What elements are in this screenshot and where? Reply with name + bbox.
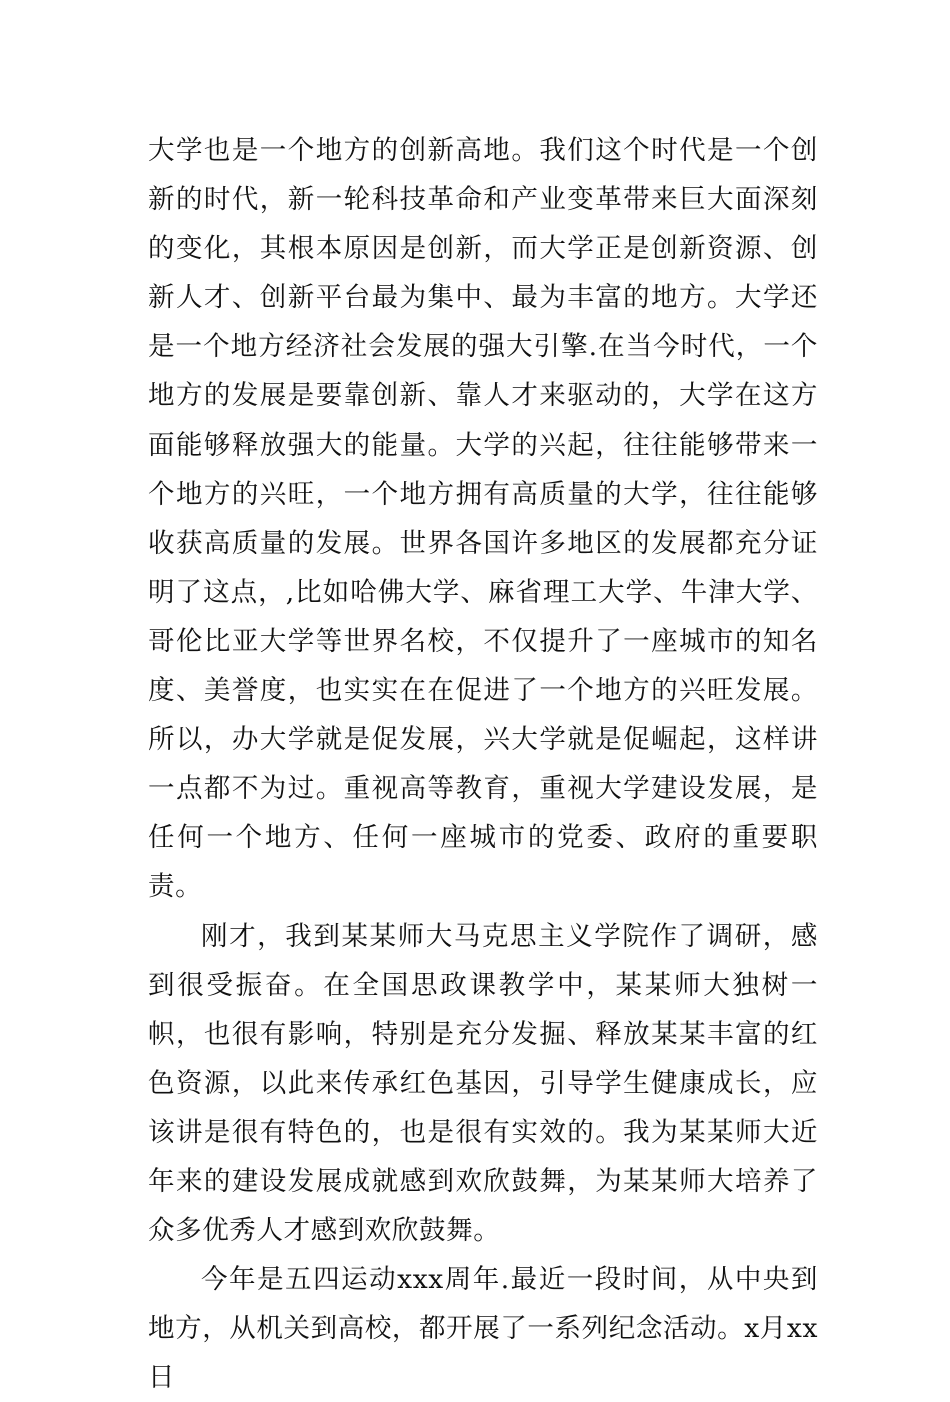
paragraph-3: 今年是五四运动xxx周年.最近一段时间，从中央到地方，从机关到高校，都开展了一系列纪念活动。x月xx日 — [148, 1264, 818, 1394]
paragraph-2: 刚才，我到某某师大马克思主义学院作了调研，感到很受振奋。在全国思政课教学中，某某师大独树一帜，也很有影响，特别是充分发掘、释放某某丰富的红色资源，以此来传承红色基因，引导学生健康成长，应该讲是很有特色的，也是很有实效的。我为某某师大近年来的建设发展成就感到欢欣鼓舞，为某某师大培养了众多优秀人才感到欢欣鼓舞。 — [148, 920, 818, 1247]
document-body — [148, 126, 818, 1402]
paragraph-1: 大学也是一个地方的创新高地。我们这个时代是一个创新的时代，新一轮科技革命和产业变革带来巨大面深刻的变化，其根本原因是创新，而大学正是创新资源、创新人才、创新平台最为集中、最为丰富的地方。大学还是一个地方经济社会发展的强大引擎.在当今时代，一个地方的发展是要靠创新、靠人才来驱动的，大学在这方面能够释放强大的能量。大学的兴起，往往能够带来一个地方的兴旺，一个地方拥有高质量的大学，往往能够收获高质量的发展。世界各国许多地区的发展都充分证明了这点，,比如哈佛大学、麻省理工大学、牛津大学、哥伦比亚大学等世界名校，不仅提升了一座城市的知名度、美誉度，也实实在在促进了一个地方的兴旺发展。所以，办大学就是促发展，兴大学就是促崛起，这样讲一点都不为过。重视高等教育，重视大学建设发展，是任何一个地方、任何一座城市的党委、政府的重要职责。 — [148, 135, 818, 903]
